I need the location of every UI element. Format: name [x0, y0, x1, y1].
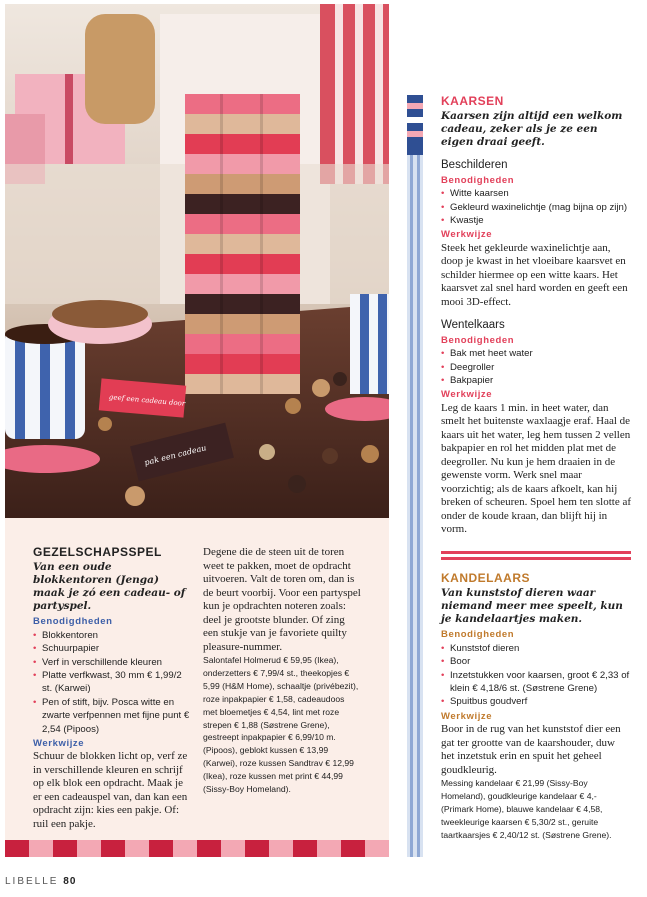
needs-label: Benodigheden: [441, 174, 515, 186]
needs-list: [441, 347, 631, 387]
method-text-continued: Degene die de steen uit de toren weet te pakken, moet de opdracht uitvoeren. Valt de toren om, dan is de beurt voorbij. Voor een partyspel kun je opdrachten noteren zoals: deel je grootste blunder. Of zing een stukje van je favoriete quilty pleasure-nummer.: [203, 546, 361, 653]
shopping-info: Salontafel Holmerud € 59,95 (Ikea), onderzetters € 7,99/4 st., theekopjes € 5,99 (H&M Home), schaaltje (privébezit), roze inpakpapier € 1,58, cadeaudoos met bloemetjes € 4,54, lint met roze strepen € 1,88 (Søstrene Grene), gestreept inpakpapier € 6,99/10 m. (Pipoos), geblokt kussen € 13,99 (Karwei), roze kussen Sandtrav € 12,99 (Ikea), roze kussen met print € 44,99 (Sissy-Boy Homeland).: [203, 655, 359, 795]
list-item: • Kwastje: [441, 214, 631, 227]
method-text: Boor in de rug van het kunststof dier een gat ter grootte van de kaarshouder, duw het inzetstuk erin en spuit het geheel goudkleurig.: [441, 723, 621, 776]
needs-label: Benodigheden: [441, 334, 515, 346]
kaarsen-title: KAARSEN: [441, 94, 504, 108]
needs-list: [33, 629, 193, 736]
list-item: • Deegroller: [441, 361, 631, 374]
method-text: Steek het gekleurde waxinelichtje aan, doop je kwast in het vloeibare kaarsvet en schilder hiermee op een witte kaars. Het kaarsvet zal snel hard worden en geeft een mooi 3D-effect.: [441, 241, 628, 308]
method-text: Schuur de blokken licht op, verf ze in verschillende kleuren en schrijf op elk blok een opdracht. Maak je er een cadeauspel van, dan kan een opdracht zijn: kies een pakje. Of: ruil een pakje.: [33, 750, 188, 830]
method-text: Leg de kaars 1 min. in heet water, dan smelt het buitenste waxlaagje eraf. Haal de kaars uit het water, leg hem tussen 2 vellen bakpapier en rol het midden plat met de deegroller. Nu kun je hem draaien in de gewenste vorm. Werk snel maar voorzichtig; als de kaars afkoelt, kan hij breken of scheuren. Spoel hem ten slotte af onder de koude kraan, dan blijft hij in vorm.: [441, 401, 631, 536]
list-item: • Witte kaarsen: [441, 187, 631, 200]
method-label: Werkwijze: [441, 229, 493, 241]
shopping-info: Messing kandelaar € 21,99 (Sissy-Boy Homeland), goudkleurige kandelaar € 4,- (Primark Home), blauwe kandelaar € 4,58, tweekleurige kaarsen € 5,30/2 st., geruite taartkaarsjes € 2,40/12 st. (Søstrene Grene).: [441, 778, 612, 840]
kaarsen-subtitle: Kaarsen zijn altijd een welkom cadeau, zeker als je ze een eigen draai geeft.: [441, 110, 623, 149]
list-item: • Kunststof dieren: [441, 642, 631, 655]
list-item: • Boor: [441, 655, 631, 668]
page-number: 80: [63, 876, 77, 887]
gezelschapsspel-column-1: [33, 546, 193, 831]
needs-label: Benodigdheden: [33, 616, 113, 628]
section-divider: [441, 557, 631, 560]
list-item: • Pen of stift, bijv. Posca witte en zwarte verfpennen met fijne punt € 2,54 (Pipoos): [33, 696, 193, 736]
block-text-1: geef een cadeau door: [108, 393, 186, 408]
list-item: • Inzetstukken voor kaarsen, groot € 2,33 of klein € 4,18/6 st. (Søstrene Grene): [441, 669, 631, 696]
decorative-stripe: [5, 840, 389, 857]
method-label: Werkwijze: [441, 389, 493, 401]
method-label: Werkwijze: [441, 710, 493, 722]
gezelschapsspel-title: GEZELSCHAPSSPEL: [33, 545, 162, 559]
list-item: • Schuurpapier: [33, 642, 193, 655]
list-item: • Spuitbus goudverf: [441, 695, 631, 708]
gezelschapsspel-subtitle: Van een oude blokkentoren (Jenga) maak je zó een cadeau- of partyspel.: [33, 561, 186, 613]
kaarsen-column: [441, 95, 631, 537]
magazine-name: LIBELLE: [5, 876, 59, 887]
block-text-2: pak een cadeau: [143, 443, 208, 468]
list-item: • Bakpapier: [441, 374, 631, 387]
list-item: • Gekleurd waxinelichtje (mag bijna op zijn): [441, 201, 631, 214]
list-item: • Bak met heet water: [441, 347, 631, 360]
kandelaars-subtitle: Van kunststof dieren waar niemand meer mee speelt, kun je kandelaartjes maken.: [441, 587, 623, 626]
needs-label: Benodigheden: [441, 629, 515, 641]
kandelaars-column: [441, 572, 631, 842]
list-item: • Platte verfkwast, 30 mm € 1,99/2 st. (Karwei): [33, 669, 193, 696]
beschilderen-heading: Beschilderen: [441, 159, 508, 172]
page-footer: [5, 876, 76, 887]
gezelschapsspel-column-2: [203, 546, 361, 796]
jenga-photo: [5, 4, 389, 518]
decorative-vertical-stripe: [407, 95, 423, 857]
section-divider: [441, 551, 631, 554]
method-label: Werkwijze: [33, 738, 85, 750]
list-item: • Blokkentoren: [33, 629, 193, 642]
list-item: • Verf in verschillende kleuren: [33, 656, 193, 669]
needs-list: [441, 642, 631, 709]
needs-list: [441, 187, 631, 227]
wentelkaars-heading: Wentelkaars: [441, 319, 505, 332]
kandelaars-title: KANDELAARS: [441, 571, 530, 585]
